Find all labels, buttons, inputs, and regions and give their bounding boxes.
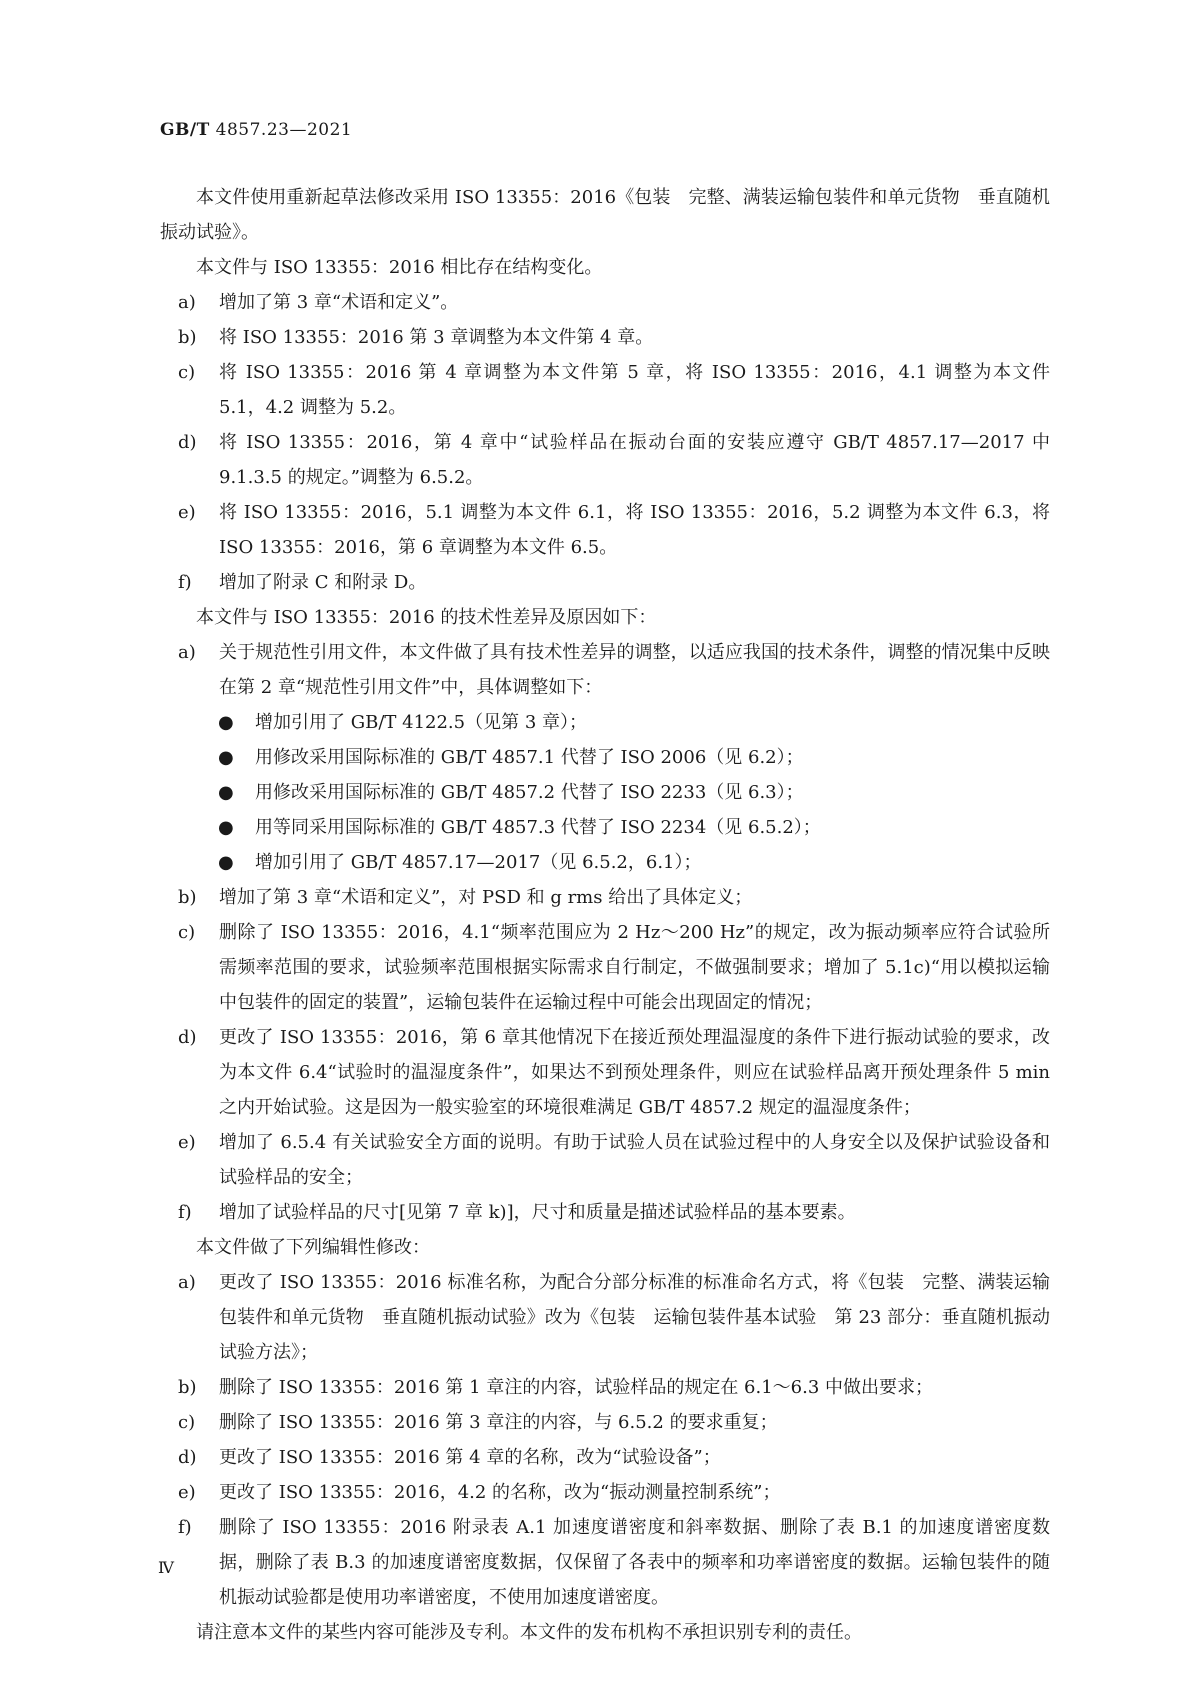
list-item [160,1370,1050,1405]
bullet-item [160,740,1050,775]
list-item-text: 增加了试验样品的尺寸[见第 7 章 k)]，尺寸和质量是描述试验样品的基本要素。 [219,1202,856,1223]
bullet-icon: ● [218,782,234,803]
patent-notice: 请注意本文件的某些内容可能涉及专利。本文件的发布机构不承担识别专利的责任。 [196,1622,862,1643]
list-item-text: 增加了第 3 章“术语和定义”。 [219,292,459,313]
list-item [160,495,1050,565]
list-item [160,1265,1050,1370]
list-label: e) [178,502,196,523]
list-item [160,1125,1050,1195]
bullet-item [160,845,1050,880]
bullet-item [160,810,1050,845]
list-item-text: 删除了 ISO 13355：2016 第 1 章注的内容，试验样品的规定在 6.1～6.3 中做出要求； [219,1377,934,1398]
list-item-text: 将 ISO 13355：2016，5.1 调整为本文件 6.1，将 ISO 13355：2016，5.2 调整为本文件 6.3，将 ISO 13355：2016，第 6 章调整为本文件 6.5。 [219,502,1050,558]
list-item-text: 关于规范性引用文件，本文件做了具有技术性差异的调整，以适应我国的技术条件，调整的情况集中反映在第 2 章“规范性引用文件”中，具体调整如下： [219,642,1050,698]
list-label: c) [178,922,196,943]
bullet-icon: ● [218,712,234,733]
list-label: c) [178,1412,196,1433]
standard-code: GB/T [160,120,210,140]
list-item-text: 增加了 6.5.4 有关试验安全方面的说明。有助于试验人员在试验过程中的人身安全以及保护试验设备和试验样品的安全； [219,1132,1050,1188]
list-item-text: 删除了 ISO 13355：2016 第 3 章注的内容，与 6.5.2 的要求重复； [219,1412,778,1433]
list-item [160,1405,1050,1440]
list-item [160,1440,1050,1475]
bullet-icon: ● [218,817,234,838]
list-item [160,1020,1050,1125]
list-item-text: 将 ISO 13355：2016，第 4 章中“试验样品在振动台面的安装应遵守 GB/T 4857.17—2017 中 9.1.3.5 的规定。”调整为 6.5.2。 [219,432,1050,488]
list-item-text: 更改了 ISO 13355：2016，4.2 的名称，改为“振动测量控制系统”； [219,1482,781,1503]
bullet-text: 增加引用了 GB/T 4122.5（见第 3 章）； [255,712,587,733]
list-label: d) [178,1027,197,1048]
paragraph: 本文件做了下列编辑性修改： [196,1237,430,1258]
list-label: f) [178,1202,192,1223]
standard-number: 4857.23—2021 [215,120,353,140]
list-item-text: 删除了 ISO 13355：2016，4.1“频率范围应为 2 Hz～200 Hz”的规定，改为振动频率应符合试验所需频率范围的要求，试验频率范围根据实际需求自行制定，不做强制要求；增加了 5.1c)“用以模拟运输中包装件的固定的装置”，运输包装件在运输过程中可能会出现固定的情况； [219,922,1050,1013]
list-item-text: 更改了 ISO 13355：2016 标准名称，为配合分部分标准的标准命名方式，将《包装 完整、满装运输包装件和单元货物 垂直随机振动试验》改为《包装 运输包装件基本试验 第 23 部分：垂直随机振动试验方法》； [219,1272,1050,1363]
list-item [160,880,1050,915]
list-item-text: 将 ISO 13355：2016 第 4 章调整为本文件第 5 章，将 ISO 13355：2016，4.1 调整为本文件 5.1，4.2 调整为 5.2。 [219,362,1050,418]
list-label: e) [178,1482,196,1503]
list-item-text: 更改了 ISO 13355：2016 第 4 章的名称，改为“试验设备”； [219,1447,721,1468]
page-number: Ⅳ [158,1558,174,1577]
list-item [160,565,1050,600]
list-label: a) [178,292,196,313]
paragraph: 本文件与 ISO 13355：2016 的技术性差异及原因如下： [196,607,657,628]
bullet-text: 用等同采用国际标准的 GB/T 4857.3 代替了 ISO 2234（见 6.5.2）； [255,817,821,838]
list-label: b) [178,327,197,348]
list-item-text: 增加了附录 C 和附录 D。 [219,572,427,593]
bullet-icon: ● [218,852,234,873]
list-label: b) [178,1377,197,1398]
list-item [160,425,1050,495]
bullet-icon: ● [218,747,234,768]
list-item [160,320,1050,355]
list-item [160,915,1050,1020]
list-label: f) [178,572,192,593]
foreword-body [160,180,1050,1650]
list-label: a) [178,642,196,663]
list-item-text: 增加了第 3 章“术语和定义”，对 PSD 和 g rms 给出了具体定义； [219,887,753,908]
paragraph: 本文件与 ISO 13355：2016 相比存在结构变化。 [196,257,603,278]
document-header [160,120,352,140]
list-label: e) [178,1132,196,1153]
bullet-item [160,775,1050,810]
bullet-text: 增加引用了 GB/T 4857.17—2017（见 6.5.2，6.1）； [255,852,702,873]
list-label: d) [178,1447,197,1468]
list-label: c) [178,362,196,383]
list-label: f) [178,1517,192,1538]
list-item [160,635,1050,705]
list-item [160,1195,1050,1230]
list-label: b) [178,887,197,908]
list-label: d) [178,432,197,453]
bullet-text: 用修改采用国际标准的 GB/T 4857.2 代替了 ISO 2233（见 6.3）； [255,782,804,803]
list-item-text: 将 ISO 13355：2016 第 3 章调整为本文件第 4 章。 [219,327,654,348]
list-label: a) [178,1272,196,1293]
list-item-text: 删除了 ISO 13355：2016 附录表 A.1 加速度谱密度和斜率数据、删除了表 B.1 的加速度谱密度数据，删除了表 B.3 的加速度谱密度数据，仅保留了各表中的频率和功率谱密度的数据。运输包装件的随机振动试验都是使用功率谱密度，不使用加速度谱密度。 [219,1517,1050,1608]
bullet-text: 用修改采用国际标准的 GB/T 4857.1 代替了 ISO 2006（见 6.2）； [255,747,804,768]
list-item [160,285,1050,320]
paragraph: 本文件使用重新起草法修改采用 ISO 13355：2016《包装 完整、满装运输包装件和单元货物 垂直随机振动试验》。 [160,187,1050,243]
bullet-item [160,705,1050,740]
list-item [160,1510,1050,1615]
list-item-text: 更改了 ISO 13355：2016，第 6 章其他情况下在接近预处理温湿度的条件下进行振动试验的要求，改为本文件 6.4“试验时的温湿度条件”，如果达不到预处理条件，则应在试验样品离开预处理条件 5 min 之内开始试验。这是因为一般实验室的环境很难满足 GB/T 4857.2 规定的温湿度条件； [219,1027,1050,1118]
list-item [160,355,1050,425]
list-item [160,1475,1050,1510]
